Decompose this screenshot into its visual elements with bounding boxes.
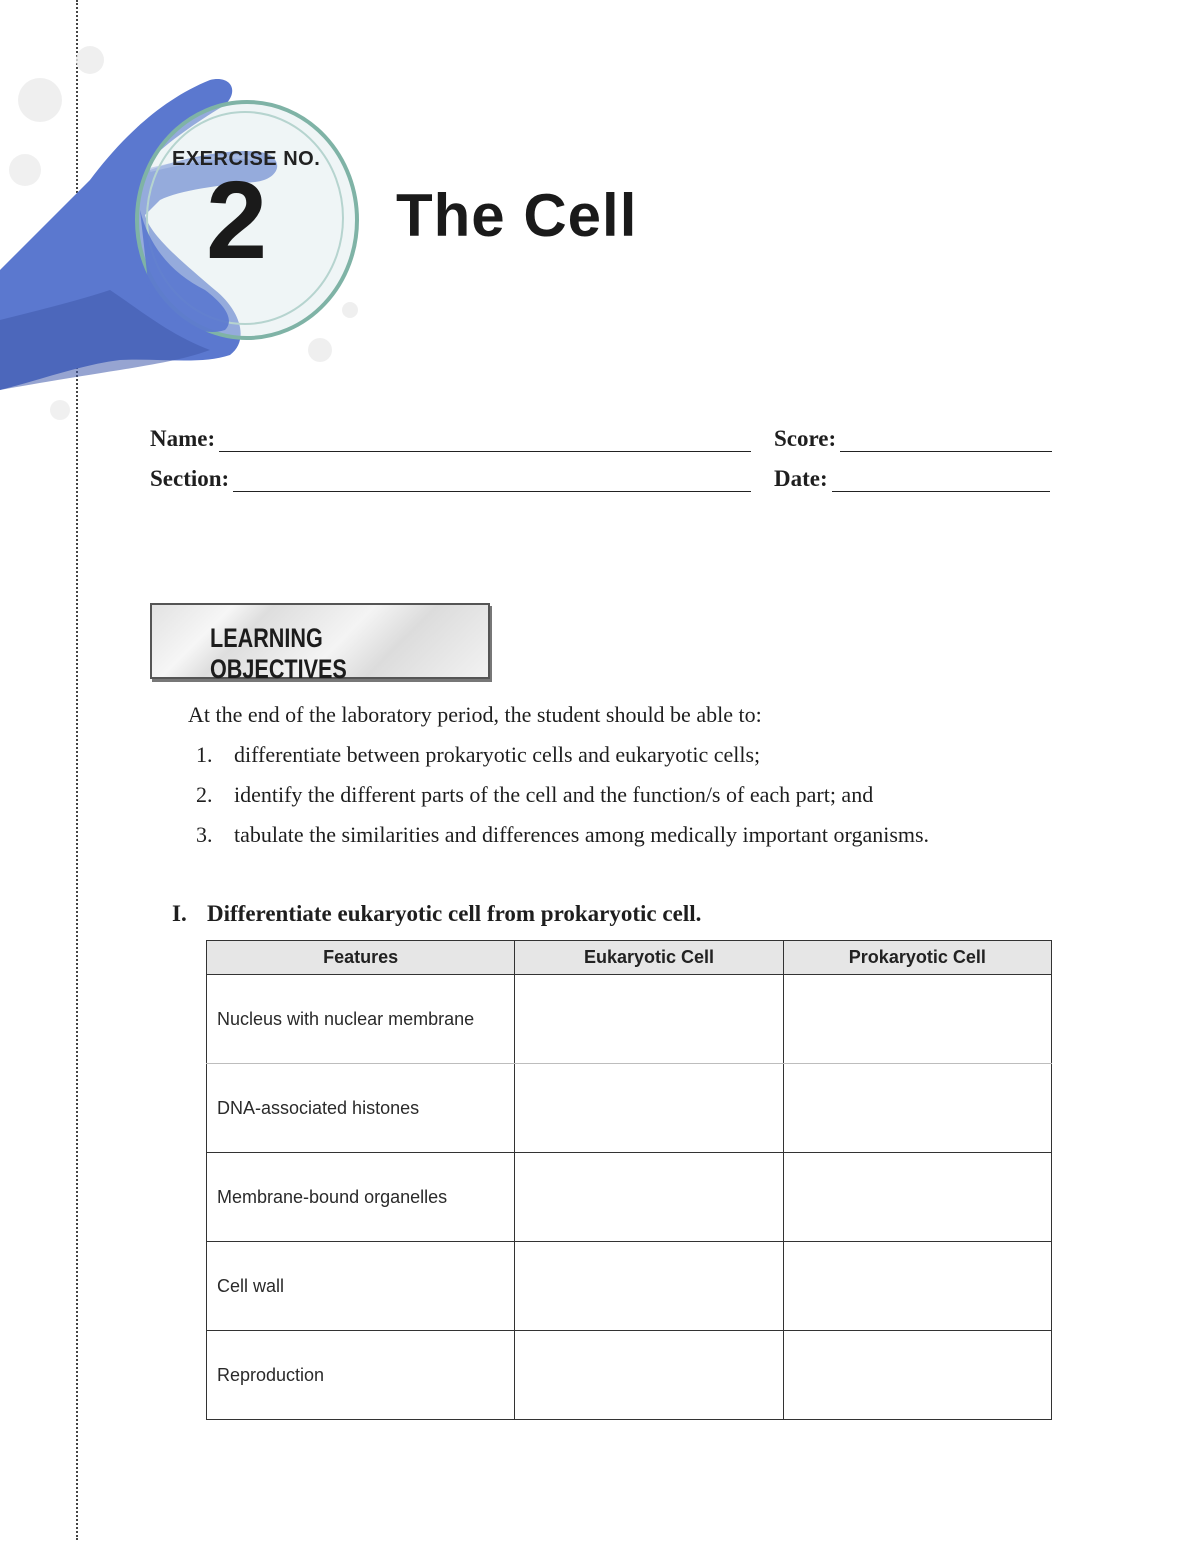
section-numeral: I.: [172, 901, 187, 926]
section-blank[interactable]: [233, 471, 751, 492]
date-label: Date:: [774, 466, 828, 491]
prokaryotic-answer-cell[interactable]: [783, 1331, 1051, 1420]
table-row: [207, 1153, 1052, 1242]
exercise-label: EXERCISE NO.: [172, 148, 321, 170]
eukaryotic-answer-cell[interactable]: [515, 1331, 783, 1420]
feature-cell: DNA-associated histones: [207, 1064, 515, 1153]
section-title: Differentiate eukaryotic cell from prokaryotic cell.: [207, 901, 702, 926]
header-eukaryotic: Eukaryotic Cell: [515, 941, 783, 975]
table-row: [207, 975, 1052, 1064]
name-label: Name:: [150, 426, 216, 451]
glove-petri-dish-illustration: [0, 20, 400, 440]
objective-item: 3. tabulate the similarities and differences among medically important organisms.: [196, 822, 930, 847]
objective-item: 2. identify the different parts of the cell and the function/s of each part; and: [196, 782, 874, 807]
section-field: [150, 466, 751, 492]
exercise-number: 2: [206, 159, 268, 282]
score-field: [774, 426, 1052, 452]
score-label: Score:: [774, 426, 837, 451]
name-field: [150, 426, 751, 452]
page-title: The Cell: [396, 182, 638, 249]
prokaryotic-answer-cell[interactable]: [783, 1064, 1051, 1153]
comparison-table: [206, 940, 1052, 1420]
table-row: [207, 1331, 1052, 1420]
eukaryotic-answer-cell[interactable]: [515, 1153, 783, 1242]
prokaryotic-answer-cell[interactable]: [783, 1153, 1051, 1242]
date-field: [774, 466, 1050, 492]
name-blank[interactable]: [219, 431, 751, 452]
eukaryotic-answer-cell[interactable]: [515, 1242, 783, 1331]
header-features: Features: [207, 941, 515, 975]
objectives-intro: At the end of the laboratory period, the student should be able to:: [188, 702, 762, 727]
prokaryotic-answer-cell[interactable]: [783, 975, 1051, 1064]
objective-item: 1. differentiate between prokaryotic cells and eukaryotic cells;: [196, 742, 761, 767]
feature-cell: Nucleus with nuclear membrane: [207, 975, 515, 1064]
learning-objectives-banner: [150, 603, 490, 684]
table-row: [207, 1064, 1052, 1153]
date-blank[interactable]: [832, 471, 1050, 492]
feature-cell: Membrane-bound organelles: [207, 1153, 515, 1242]
learning-objectives-heading: LEARNING OBJECTIVES: [210, 623, 347, 684]
prokaryotic-answer-cell[interactable]: [783, 1242, 1051, 1331]
eukaryotic-answer-cell[interactable]: [515, 1064, 783, 1153]
objectives-list: [196, 742, 929, 862]
table-row: [207, 1242, 1052, 1331]
feature-cell: Reproduction: [207, 1331, 515, 1420]
section-label: Section:: [150, 466, 230, 491]
eukaryotic-answer-cell[interactable]: [515, 975, 783, 1064]
feature-cell: Cell wall: [207, 1242, 515, 1331]
header-prokaryotic: Prokaryotic Cell: [783, 941, 1051, 975]
section-heading: [172, 901, 701, 927]
score-blank[interactable]: [840, 431, 1052, 452]
table-header-row: [207, 941, 1052, 975]
